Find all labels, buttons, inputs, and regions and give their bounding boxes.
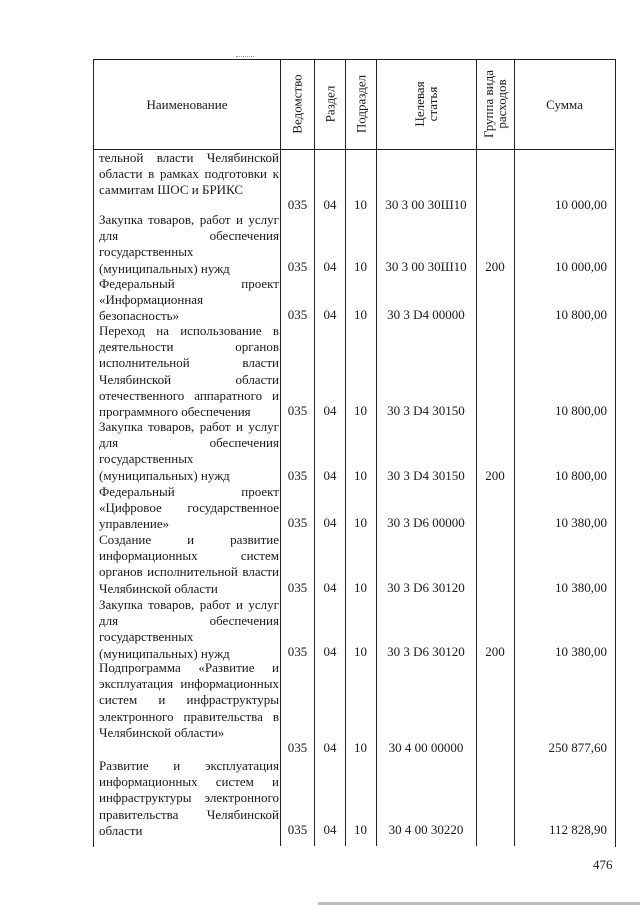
row-razdel: 04 <box>323 468 337 483</box>
row-summa: 10 380,00 <box>555 515 607 530</box>
row-podrazdel: 10 <box>354 307 367 322</box>
row-podrazdel: 10 <box>354 403 367 418</box>
row-razdel: 04 <box>323 515 337 530</box>
row-vedomstvo: 035 <box>287 197 308 212</box>
row-razdel: 04 <box>323 197 337 212</box>
row-name: Переход на использование в деятельности органов исполнительной власти Челябинской области отечественного аппаратного и программного обеспечения <box>99 323 279 420</box>
row-razdel: 04 <box>323 822 337 837</box>
header-summa: Сумма <box>546 96 583 112</box>
row-name: Создание и развитие информационных систем органов исполнительной власти Челябинской области <box>99 532 279 596</box>
row-podrazdel: 10 <box>354 468 367 483</box>
row-celevaya: 30 3 00 30Ш10 <box>385 259 467 274</box>
row-celevaya: 30 3 D4 30150 <box>387 403 465 418</box>
row-razdel: 04 <box>323 740 337 755</box>
header-gruppa-line2: расходов <box>494 79 509 129</box>
row-podrazdel: 10 <box>354 197 367 212</box>
row-vedomstvo: 035 <box>287 740 308 755</box>
row-gruppa: 200 <box>485 468 505 483</box>
row-vedomstvo: 035 <box>287 307 308 322</box>
row-celevaya: 30 3 00 30Ш10 <box>385 197 467 212</box>
row-vedomstvo: 035 <box>287 403 308 418</box>
row-gruppa: 200 <box>485 644 505 659</box>
row-gruppa: 200 <box>485 259 505 274</box>
row-summa: 112 828,90 <box>548 822 607 837</box>
row-podrazdel: 10 <box>354 259 367 274</box>
column-divider <box>314 59 315 846</box>
row-summa: 10 380,00 <box>555 644 607 659</box>
column-divider <box>476 59 477 846</box>
header-celevaya-line2: статья <box>425 86 440 122</box>
row-celevaya: 30 3 D4 00000 <box>387 307 465 322</box>
row-name: Закупка товаров, работ и услуг для обеспечения государственных (муниципальных) нужд <box>99 597 279 661</box>
row-name: Федеральный проект «Информационная безопасность» <box>99 276 279 324</box>
row-name: Развитие и эксплуатация информационных систем и инфраструктуры электронного правительства Челябинской области <box>99 758 279 838</box>
row-name: Закупка товаров, работ и услуг для обеспечения государственных (муниципальных) нужд <box>99 212 279 276</box>
row-celevaya: 30 3 D6 30120 <box>387 644 465 659</box>
row-podrazdel: 10 <box>354 740 367 755</box>
header-vedomstvo: Ведомство <box>289 74 305 134</box>
row-name: Федеральный проект «Цифровое государственное управление» <box>99 484 279 532</box>
row-celevaya: 30 3 D6 00000 <box>387 515 465 530</box>
row-summa: 10 800,00 <box>555 403 607 418</box>
row-summa: 10 000,00 <box>555 259 607 274</box>
column-divider <box>280 59 281 846</box>
column-divider <box>514 59 515 846</box>
row-name: Подпрограмма «Развитие и эксплуатация информационных систем и инфраструктуры электронного правительства в Челябинской области» <box>99 660 279 740</box>
header-celevaya-line1: Целевая <box>412 81 427 127</box>
row-celevaya: 30 4 00 30220 <box>388 822 464 837</box>
header-celevaya-statya <box>413 81 439 126</box>
row-podrazdel: 10 <box>354 515 367 530</box>
row-vedomstvo: 035 <box>287 580 308 595</box>
row-razdel: 04 <box>323 644 337 659</box>
row-razdel: 04 <box>323 259 337 274</box>
page-number: 476 <box>593 857 613 872</box>
row-vedomstvo: 035 <box>287 822 308 837</box>
row-summa: 250 877,60 <box>548 740 607 755</box>
header-gruppa-line1: Группа вида <box>481 70 496 138</box>
header-razdel: Раздел <box>322 85 338 123</box>
column-divider <box>345 59 346 846</box>
row-razdel: 04 <box>323 580 337 595</box>
row-vedomstvo: 035 <box>287 259 308 274</box>
row-podrazdel: 10 <box>354 644 367 659</box>
header-podrazdel: Подраздел <box>353 74 369 134</box>
row-summa: 10 800,00 <box>555 468 607 483</box>
row-vedomstvo: 035 <box>287 644 308 659</box>
row-podrazdel: 10 <box>354 822 367 837</box>
row-celevaya: 30 3 D4 30150 <box>387 468 465 483</box>
row-razdel: 04 <box>323 403 337 418</box>
header-gruppa-vida-rashodov <box>482 70 508 138</box>
column-divider <box>376 59 377 846</box>
row-vedomstvo: 035 <box>287 515 308 530</box>
row-celevaya: 30 4 00 00000 <box>388 740 464 755</box>
row-name: Закупка товаров, работ и услуг для обеспечения государственных (муниципальных) нужд <box>99 419 279 483</box>
row-summa: 10 380,00 <box>555 580 607 595</box>
row-razdel: 04 <box>323 307 337 322</box>
row-celevaya: 30 3 D6 30120 <box>387 580 465 595</box>
top-mark <box>236 56 254 57</box>
row-summa: 10 800,00 <box>555 307 607 322</box>
row-vedomstvo: 035 <box>287 468 308 483</box>
row-podrazdel: 10 <box>354 580 367 595</box>
row-name: тельной власти Челябинской области в рамках подготовки к саммитам ШОС и БРИКС <box>99 150 279 198</box>
header-name: Наименование <box>146 96 228 112</box>
row-summa: 10 000,00 <box>555 197 607 212</box>
